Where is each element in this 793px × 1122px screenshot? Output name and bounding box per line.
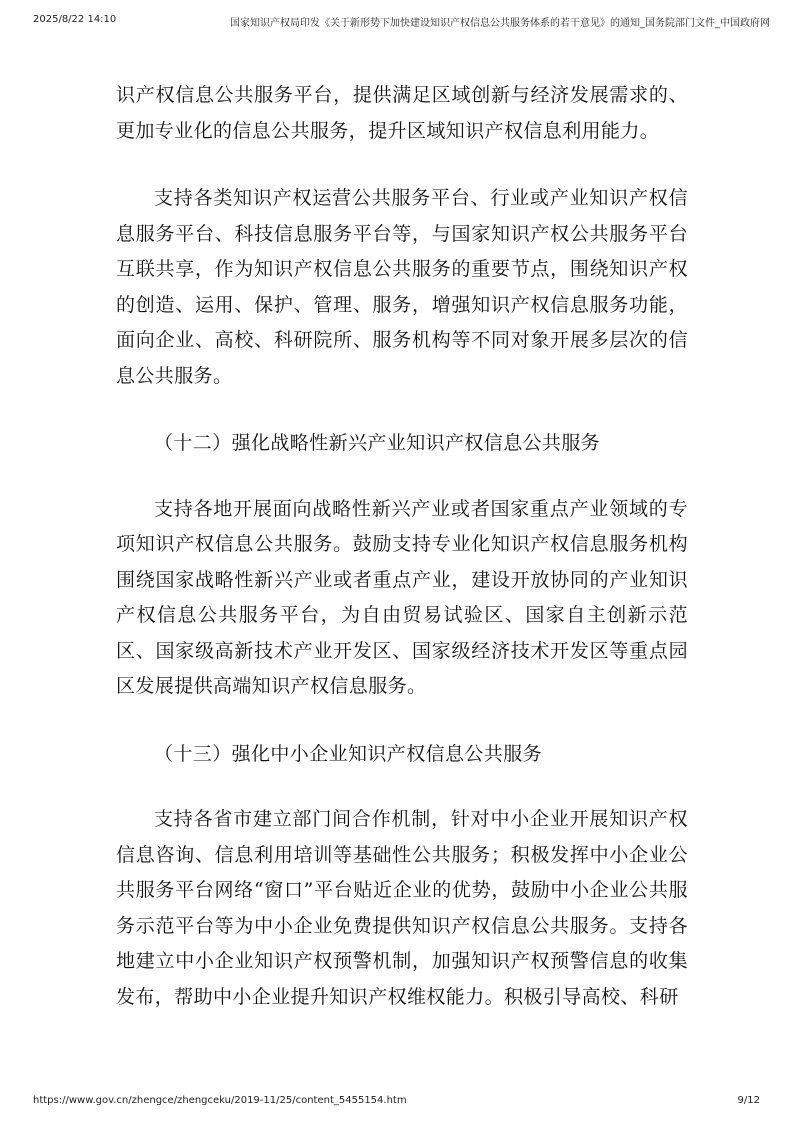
paragraph: 支持各省市建立部门间合作机制，针对中小企业开展知识产权信息咨询、信息利用培训等基础性公共服务；积极发挥中小企业公共服务平台网络“窗口”平台贴近企业的优势，鼓励中小企业公共服务示范平台等为中小企业免费提供知识产权信息公共服务。支持各地建立中小企业知识产权预警机制，加强知识产权预警信息的收集发布，帮助中小企业提升知识产权维权能力。积极引导高校、科研 — [116, 808, 688, 1008]
paragraph: 支持各地开展面向战略性新兴产业或者国家重点产业领域的专项知识产权信息公共服务。鼓励支持专业化知识产权信息服务机构围绕国家战略性新兴产业或者重点产业，建设开放协同的产业知识产权信息公共服务平台，为自由贸易试验区、国家自主创新示范区、国家级高新技术产业开发区、国家级经济技术开发区等重点园区发展提供高端知识产权信息服务。 — [116, 497, 688, 697]
page-url: https://www.gov.cn/zhengce/zhengceku/2019-11/25/content_5455154.htm — [33, 1095, 407, 1106]
section-heading: （十三）强化中小企业知识产权信息公共服务 — [154, 742, 543, 765]
page-number: 9/12 — [737, 1095, 760, 1106]
section-heading: （十二）强化战略性新兴产业知识产权信息公共服务 — [154, 432, 601, 454]
document-body — [116, 78, 688, 1047]
paragraph: 识产权信息公共服务平台，提供满足区域创新与经济发展需求的、更加专业化的信息公共服务，提升区域知识产权信息利用能力。 — [116, 84, 688, 142]
paragraph: 支持各类知识产权运营公共服务平台、行业或产业知识产权信息服务平台、科技信息服务平台等，与国家知识产权公共服务平台互联共享，作为知识产权信息公共服务的重要节点，围绕知识产权的创造、运用、保护、管理、服务，增强知识产权信息服务功能，面向企业、高校、科研院所、服务机构等不同对象开展多层次的信息公共服务。 — [116, 187, 688, 387]
page-header-title: 国家知识产权局印发《关于新形势下加快建设知识产权信息公共服务体系的若干意见》的通知_国务院部门文件_中国政府网 — [230, 18, 770, 29]
print-datetime: 2025/8/22 14:10 — [33, 14, 117, 25]
